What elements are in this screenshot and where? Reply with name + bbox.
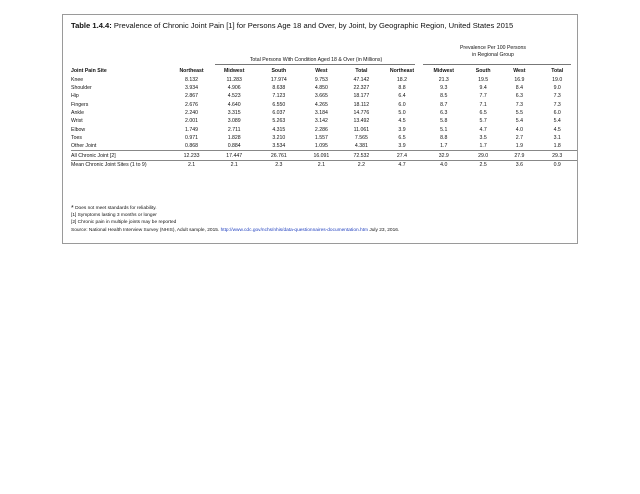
table-cell: 2.5 (465, 160, 501, 169)
col-header: West (315, 68, 328, 75)
table-cell: 4.0 (515, 126, 523, 133)
table-cell: 9.4 (479, 84, 487, 91)
row-label: Fingers (71, 101, 89, 108)
table-cell: 1.557 (314, 134, 328, 141)
table-cell: 11.061 (353, 126, 370, 133)
table-cell: 6.3 (515, 93, 523, 100)
table-cell: 0.9 (537, 160, 577, 169)
table-cell: 5.5 (515, 109, 523, 116)
table-row (71, 100, 577, 108)
table-cell: 4.640 (227, 101, 241, 108)
table-cell: 8.132 (185, 76, 199, 83)
table-cell: 21.3 (438, 76, 449, 83)
col-header: West (513, 68, 526, 75)
table-cell: 18.112 (353, 101, 370, 108)
col-header: Midwest (223, 68, 245, 75)
table-cell: 16.9 (514, 76, 525, 83)
table-cell: 6.550 (272, 101, 286, 108)
table-cell: 5.0 (398, 109, 406, 116)
table-cell: 3.315 (227, 109, 241, 116)
row-label: Elbow (71, 126, 86, 133)
table-frame (62, 14, 578, 244)
table-cell: 4.381 (354, 143, 368, 150)
col-header: Northeast (179, 68, 204, 75)
table-cell: 27.9 (501, 151, 537, 160)
group-header-prevalence-1: Prevalence Per 100 Persons (459, 45, 527, 51)
table-cell: 0.971 (185, 134, 199, 141)
table-cell: 2.286 (314, 126, 328, 133)
row-label: Toes (71, 134, 82, 141)
table-cell: 7.123 (272, 93, 286, 100)
row-label: Ankle (71, 109, 84, 116)
col-header: Joint Pain Site (71, 68, 107, 75)
table-row (71, 160, 577, 169)
table-cell: 2.867 (185, 93, 199, 100)
table-cell: 18.177 (353, 93, 370, 100)
table-cell: 32.9 (423, 151, 465, 160)
table-cell: 6.0 (553, 109, 561, 116)
data-table (71, 67, 577, 169)
table-cell: 14.776 (353, 109, 370, 116)
table-cell: 2.001 (185, 118, 199, 125)
table-cell: 3.6 (501, 160, 537, 169)
table-title (71, 21, 513, 30)
table-cell: 8.8 (398, 84, 406, 91)
group-header-prevalence-2: in Regional Group (472, 52, 514, 58)
table-cell: 4.850 (314, 84, 328, 91)
table-cell: 3.9 (398, 126, 406, 133)
note-reliability-text: Does not meet standards for reliability. (73, 206, 157, 211)
table-cell: 8.8 (440, 134, 448, 141)
col-header: Total (551, 68, 564, 75)
table-cell: 18.2 (396, 76, 408, 83)
note-source (71, 227, 399, 234)
row-label: All Chronic Joint [2] (71, 151, 171, 160)
group-header-totals: Total Persons With Condition Aged 18 & Over (in Millions) (249, 57, 383, 63)
note-reliability (71, 205, 399, 212)
table-cell: 1.7 (440, 143, 448, 150)
table-cell: 6.037 (272, 109, 286, 116)
table-cell: 6.4 (398, 93, 406, 100)
table-cell: 2.3 (256, 160, 301, 169)
table-cell: 6.3 (440, 109, 448, 116)
table-row (71, 151, 577, 160)
table-cell: 8.5 (440, 93, 448, 100)
table-cell: 6.0 (398, 101, 406, 108)
table-cell: 2.676 (185, 101, 199, 108)
table-cell: 3.5 (479, 134, 487, 141)
col-header: Northeast (389, 68, 415, 75)
table-cell: 29.3 (537, 151, 577, 160)
table-cell: 19.5 (478, 76, 489, 83)
col-header: Total (355, 68, 368, 75)
col-header: South (271, 68, 287, 75)
table-cell: 4.7 (381, 160, 422, 169)
table-cell: 7.1 (479, 101, 487, 108)
table-cell: 7.3 (553, 93, 561, 100)
table-cell: 3.534 (272, 143, 286, 150)
group-header-totals-rule (215, 64, 415, 65)
table-cell: 1.8 (553, 143, 561, 150)
table-cell: 1.828 (227, 134, 241, 141)
col-header: Midwest (433, 68, 454, 75)
table-cell: 72.532 (341, 151, 381, 160)
row-label: Wrist (71, 118, 83, 125)
table-cell: 0.884 (227, 143, 241, 150)
table-row (71, 134, 577, 142)
table-header-row (71, 67, 577, 75)
table-cell: 7.3 (515, 101, 523, 108)
table-cell: 16.091 (301, 151, 341, 160)
table-cell: 5.8 (440, 118, 448, 125)
table-cell: 27.4 (381, 151, 422, 160)
table-cell: 1.9 (515, 143, 523, 150)
note-2: [2] Chronic pain in multiple joints may be reported (71, 220, 177, 226)
table-cell: 3.089 (227, 118, 241, 125)
table-cell: 26.761 (256, 151, 301, 160)
row-label: Mean Chronic Joint Sites (1 to 9) (71, 160, 171, 169)
row-label: Shoulder (71, 84, 92, 91)
table-cell: 2.7 (515, 134, 523, 141)
table-cell: 3.9 (398, 143, 406, 150)
table-cell: 4.7 (479, 126, 487, 133)
table-cell: 3.1 (553, 134, 561, 141)
table-cell: 3.184 (314, 109, 328, 116)
table-cell: 8.7 (440, 101, 448, 108)
table-cell: 2.711 (227, 126, 241, 133)
table-cell: 1.749 (185, 126, 199, 133)
table-cell: 12.233 (171, 151, 212, 160)
table-title-number: Table 1.4.4: (71, 21, 112, 30)
source-date: July 23, 2016. (368, 227, 400, 233)
group-header-prevalence-rule (423, 64, 571, 65)
table-cell: 4.265 (314, 101, 328, 108)
table-cell: 9.0 (553, 84, 561, 91)
table-cell: 2.2 (341, 160, 381, 169)
table-title-text: Prevalence of Chronic Joint Pain [1] for Persons Age 18 and Over, by Joint, by Geographic Region, United States 2015 (111, 21, 514, 30)
table-cell: 1.095 (314, 143, 328, 150)
table-cell: 11.283 (226, 76, 242, 83)
table-row (71, 117, 577, 125)
table-row (71, 75, 577, 83)
table-notes (71, 205, 399, 234)
table-cell: 9.3 (440, 84, 448, 91)
table-cell: 2.1 (171, 160, 212, 169)
table-cell: 1.7 (479, 143, 487, 150)
note-1: [1] Symptoms lasting 3 months or longer (71, 213, 157, 219)
table-cell: 22.327 (353, 84, 370, 91)
table-cell: 8.4 (515, 84, 523, 91)
table-cell: 7.3 (553, 101, 561, 108)
source-text: Source: National Health Interview Survey (NHIS), Adult sample, 2015. (71, 227, 221, 233)
table-cell: 17.447 (212, 151, 256, 160)
table-cell: 5.1 (440, 126, 448, 133)
table-cell: 3.934 (185, 84, 199, 91)
table-cell: 5.263 (272, 118, 286, 125)
table-cell: 6.5 (398, 134, 406, 141)
table-cell: 3.665 (314, 93, 328, 100)
table-cell: 4.523 (227, 93, 241, 100)
table-cell: 4.0 (423, 160, 465, 169)
table-cell: 3.210 (272, 134, 286, 141)
row-label: Other Joint (71, 143, 97, 150)
table-cell: 4.315 (272, 126, 286, 133)
table-cell: 2.1 (301, 160, 341, 169)
table-cell: 4.906 (227, 84, 241, 91)
table-cell: 3.142 (314, 118, 328, 125)
table-cell: 5.4 (553, 118, 561, 125)
table-cell: 4.5 (398, 118, 406, 125)
table-row (71, 84, 577, 92)
table-cell: 4.5 (553, 126, 561, 133)
table-row (71, 109, 577, 117)
table-row (71, 142, 577, 151)
table-row (71, 92, 577, 100)
row-label: Knee (71, 76, 84, 83)
table-cell: 7.565 (354, 134, 368, 141)
table-cell: 29.0 (465, 151, 501, 160)
table-cell: 19.0 (552, 76, 563, 83)
table-cell: 2.240 (185, 109, 199, 116)
note-star: * (71, 205, 74, 212)
table-cell: 17.974 (270, 76, 287, 83)
table-cell: 5.4 (515, 118, 523, 125)
table-cell: 47.142 (353, 76, 370, 83)
table-cell: 0.868 (185, 143, 199, 150)
table-row (71, 125, 577, 133)
table-cell: 13.492 (353, 118, 370, 125)
table-cell: 8.638 (272, 84, 286, 91)
table-cell: 2.1 (212, 160, 256, 169)
table-cell: 9.753 (314, 76, 328, 83)
table-cell: 7.7 (479, 93, 487, 100)
table-cell: 5.7 (479, 118, 487, 125)
table-cell: 6.5 (479, 109, 487, 116)
col-header: South (475, 68, 491, 75)
row-label: Hip (71, 93, 79, 100)
source-link[interactable]: http://www.cdc.gov/nchs/nhis/data-questionnaires-documentation.htm (220, 227, 369, 233)
